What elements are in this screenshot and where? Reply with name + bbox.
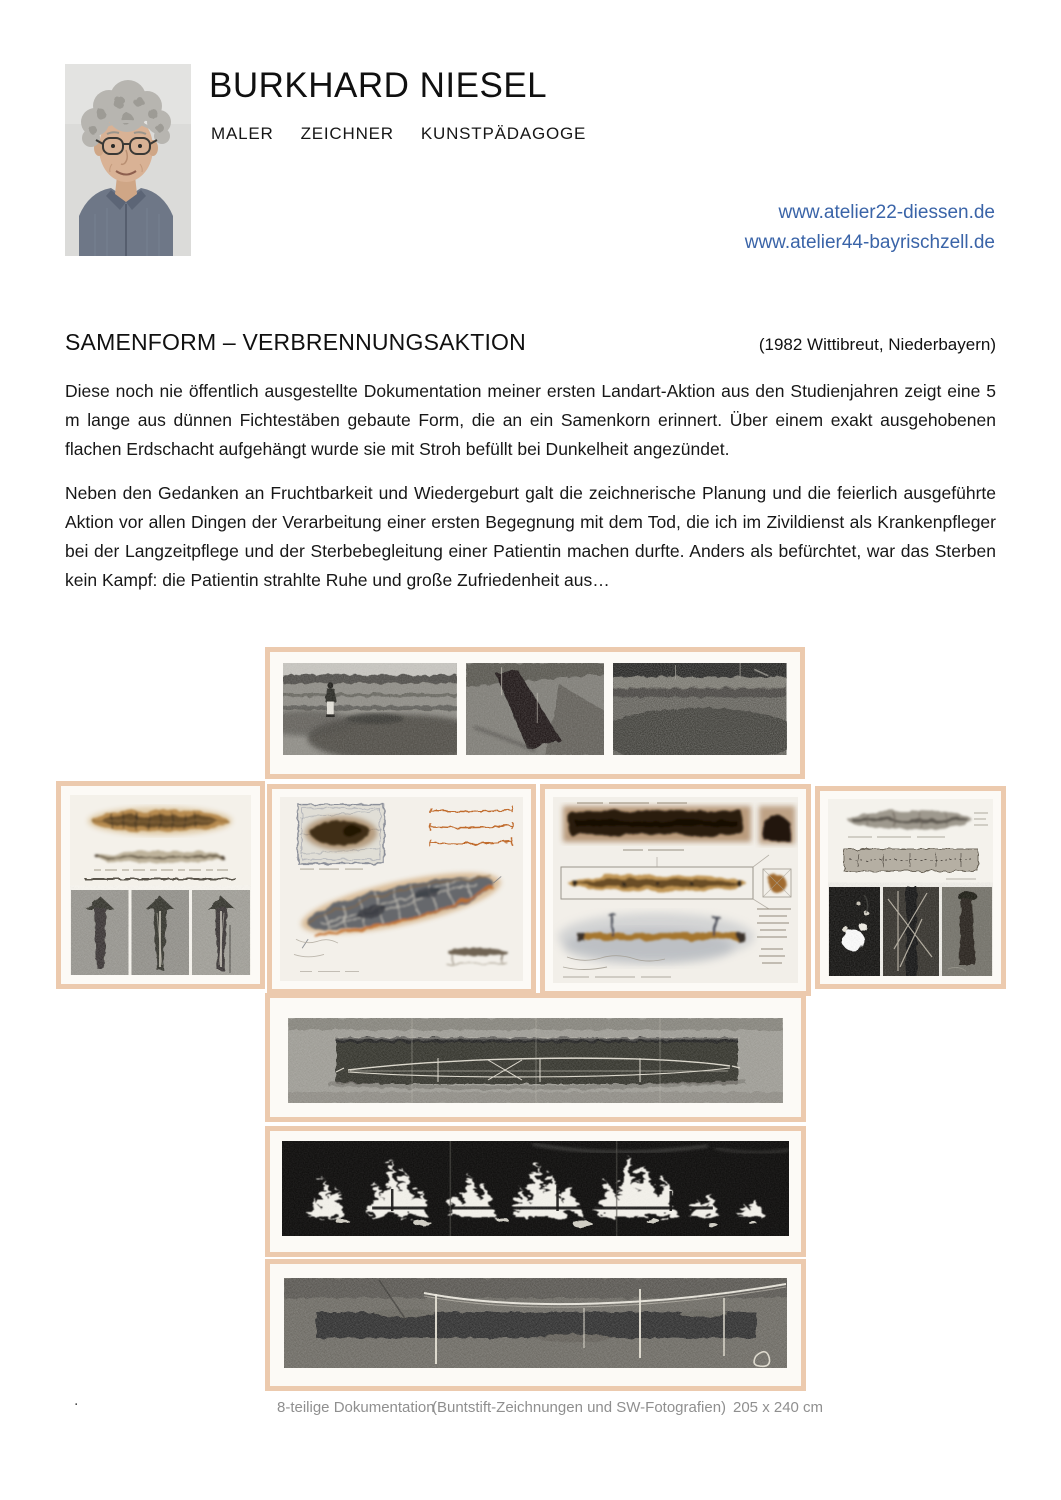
artwork-seed-studies-left-image bbox=[70, 795, 251, 975]
artist-name: BURKHARD NIESEL bbox=[209, 66, 548, 105]
footer-dot: . bbox=[74, 1392, 79, 1409]
section-subtitle: (1982 Wittibreut, Niederbayern) bbox=[758, 335, 996, 354]
photo-person-in-field bbox=[283, 663, 457, 755]
photo-dark-field bbox=[613, 663, 787, 755]
role-kunstpaedagoge: KUNSTPÄDAGOGE bbox=[420, 124, 587, 143]
photo-fire-at-night bbox=[265, 1126, 806, 1257]
website-links bbox=[745, 198, 995, 258]
artwork-seed-form-large-drawing bbox=[267, 784, 536, 994]
paragraph-2: Neben den Gedanken an Fruchtbarkeit und Wiedergeburt galt die zeichnerische Planung und die feierlich ausgeführte Aktion vor allen Dingen der Verarbeitung einer ersten Begegnung mit dem Tod, die ich im Zivildienst als Krankenpfleger bei der Langzeitpflege und der Sterbebegleitung einer Patientin machen durfte. Anders als befürchtet, war das Sterben kein Kampf: die Patientin strahlte Ruhe und große Zufriedenheit aus… bbox=[65, 483, 996, 590]
artist-portrait-image bbox=[65, 64, 191, 256]
footer-caption-dimensions: 205 x 240 cm bbox=[733, 1399, 824, 1416]
artwork-plan-drawing-image bbox=[553, 797, 798, 983]
role-maler: MALER bbox=[211, 124, 274, 143]
role-zeichner: ZEICHNER bbox=[300, 124, 394, 143]
artist-portrait bbox=[65, 64, 191, 256]
photo-burnt-trench-image bbox=[284, 1278, 787, 1368]
link-atelier22-diessen[interactable]: www.atelier22-diessen.de bbox=[778, 202, 995, 223]
photo-strip-field-preparation bbox=[265, 647, 805, 779]
section-heading bbox=[65, 329, 996, 356]
section-title: SAMENFORM – VERBRENNUNGSAKTION bbox=[65, 329, 526, 355]
photo-structure-over-trench-image bbox=[288, 1018, 783, 1103]
artwork-seed-form-large-image bbox=[280, 797, 523, 981]
footer-caption-technique: (Buntstift-Zeichnungen und SW-Fotografien) bbox=[432, 1399, 727, 1416]
artwork-plan-drawing-sheet bbox=[540, 784, 811, 996]
artist-roles bbox=[211, 124, 586, 144]
artwork-seed-studies-left bbox=[56, 781, 265, 989]
artwork-studies-and-fire-image bbox=[828, 799, 993, 976]
link-atelier44-bayrischzell[interactable]: www.atelier44-bayrischzell.de bbox=[744, 232, 995, 253]
footer-caption-parts: 8-teilige Dokumentation bbox=[277, 1399, 435, 1416]
artwork-studies-and-fire-photos bbox=[815, 786, 1006, 989]
paragraph-1: Diese noch nie öffentlich ausgestellte Dokumentation meiner ersten Landart-Aktion aus den Studienjahren zeigt eine 5 m lange aus dünnen Fichtestäben gebaute Form, die an ein Samenkorn erinnert. Über einem exakt ausgehobenen flachen Erdschacht aufgehängt wurde sie mit Stroh befüllt bei Dunkelheit angezündet. bbox=[65, 381, 996, 459]
photo-trench-diagonal bbox=[466, 663, 605, 755]
photo-fire-at-night-image bbox=[282, 1141, 789, 1236]
photo-burnt-trench bbox=[265, 1259, 806, 1391]
photo-structure-over-trench bbox=[265, 993, 806, 1122]
